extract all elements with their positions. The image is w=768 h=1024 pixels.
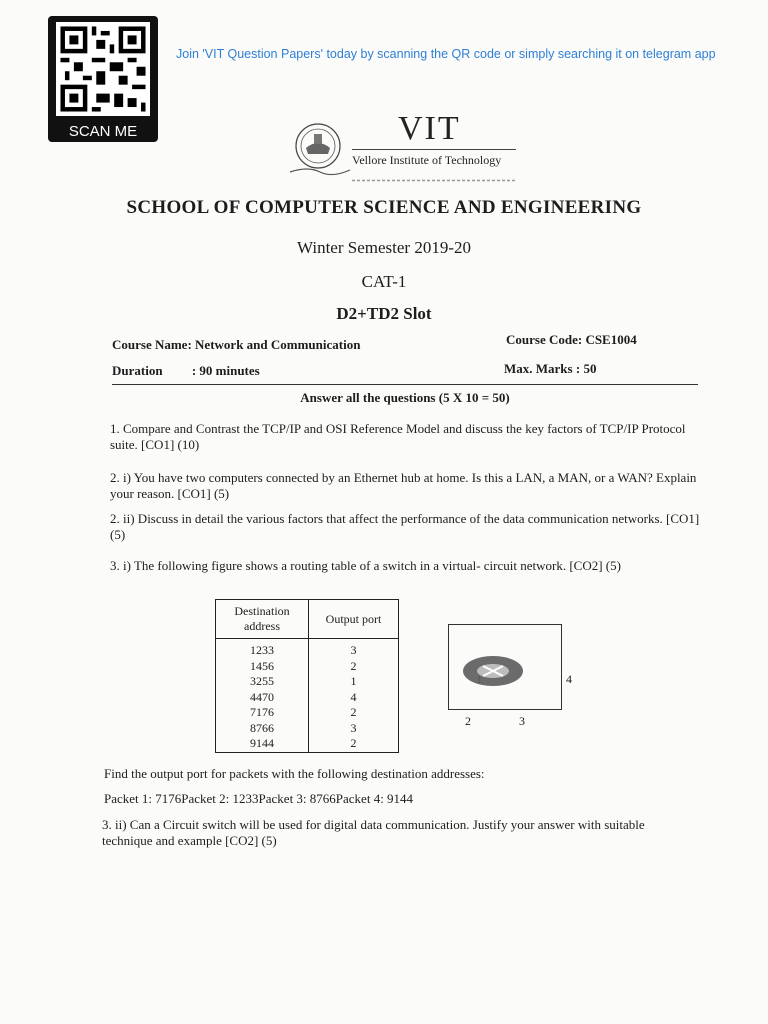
exam-title: CAT-1 (361, 272, 407, 291)
destination-cell: 9144 (216, 736, 309, 752)
table-header-destination: Destination address (216, 600, 309, 639)
course-code-row (506, 332, 637, 348)
packets-text: Packet 1: 7176Packet 2: 1233Packet 3: 8766Packet 4: 9144 (104, 791, 414, 806)
table-row (216, 736, 399, 752)
port-cell: 2 (350, 705, 357, 719)
duration-label: Duration (112, 363, 163, 378)
port-cell: 1 (350, 674, 357, 688)
scan-me-label: SCAN ME (68, 123, 138, 140)
logo-subtext-scribble (352, 170, 516, 175)
find-output-port-text: Find the output port for packets with the following destination addresses: (104, 766, 485, 781)
destination-cell: 8766 (216, 721, 309, 737)
instructions: Answer all the questions (5 X 10 = 50) (300, 390, 510, 405)
table-header-row (216, 600, 399, 639)
table-row (216, 674, 399, 690)
duration-row (112, 363, 260, 379)
port-cell: 2 (350, 736, 357, 750)
port-cell: 3 (350, 643, 357, 657)
telegram-promo-text[interactable]: Join 'VIT Question Papers' today by scanning the QR code or simply searching it on telegram app (176, 47, 716, 61)
port-label-2: 2 (465, 714, 471, 728)
destination-cell: 4470 (216, 690, 309, 706)
course-name-value: Network and Communication (195, 337, 361, 352)
qr-code-icon (56, 22, 150, 116)
slot-title: D2+TD2 Slot (336, 304, 432, 323)
question-2ii: 2. ii) Discuss in detail the various factors that affect the performance of the data communication networks. [CO1] (5) (110, 511, 700, 542)
course-code-label: Course Code: (506, 332, 583, 347)
table-row (216, 659, 399, 675)
port-cell: 4 (350, 689, 357, 704)
routing-table (215, 599, 399, 753)
question-1: 1. Compare and Contrast the TCP/IP and OSI Reference Model and discuss the key factors of TCP/IP Protocol suite. [CO1] (10) (110, 421, 686, 452)
vit-full-name: Vellore Institute of Technology (352, 153, 502, 167)
port-label-4: 4 (566, 672, 572, 686)
table-row (216, 690, 399, 706)
max-marks-value: : 50 (575, 361, 597, 376)
port-label-1: 1 (477, 675, 482, 686)
max-marks-row (504, 361, 596, 377)
header-rule (112, 384, 698, 385)
table-row (216, 705, 399, 721)
qr-code-panel[interactable] (48, 16, 158, 142)
table-row (216, 639, 399, 659)
vit-seal-icon (288, 118, 352, 180)
question-3i: 3. i) The following figure shows a routing table of a switch in a virtual- circuit network. [CO2] (5) (110, 558, 621, 573)
destination-cell: 1456 (216, 659, 309, 675)
max-marks-label: Max. Marks (504, 361, 573, 376)
switch-figure (448, 624, 572, 728)
destination-cell: 7176 (216, 705, 309, 721)
vit-logo-name: VIT (398, 110, 461, 147)
table-header-output-port: Output port (309, 600, 399, 639)
port-cell: 2 (350, 658, 357, 673)
logo-divider (352, 149, 516, 150)
table-row (216, 721, 399, 737)
destination-cell: 1233 (216, 639, 309, 659)
course-code-value: CSE1004 (585, 332, 637, 347)
destination-cell: 3255 (216, 674, 309, 690)
question-2i: 2. i) You have two computers connected by an Ethernet hub at home. Is this a LAN, a MAN, or a WAN? Explain your reason. [CO1] (5) (110, 470, 697, 501)
duration-value: : 90 minutes (191, 363, 260, 378)
school-title: SCHOOL OF COMPUTER SCIENCE AND ENGINEERING (126, 197, 642, 218)
semester-title: Winter Semester 2019-20 (297, 238, 471, 257)
question-3ii: 3. ii) Can a Circuit switch will be used for digital data communication. Justify your answer with suitable technique and example [CO2] (5) (102, 817, 645, 848)
port-label-3: 3 (519, 714, 525, 728)
port-cell: 3 (350, 720, 357, 735)
course-name-row (112, 337, 360, 353)
course-name-label: Course Name: (112, 337, 192, 352)
